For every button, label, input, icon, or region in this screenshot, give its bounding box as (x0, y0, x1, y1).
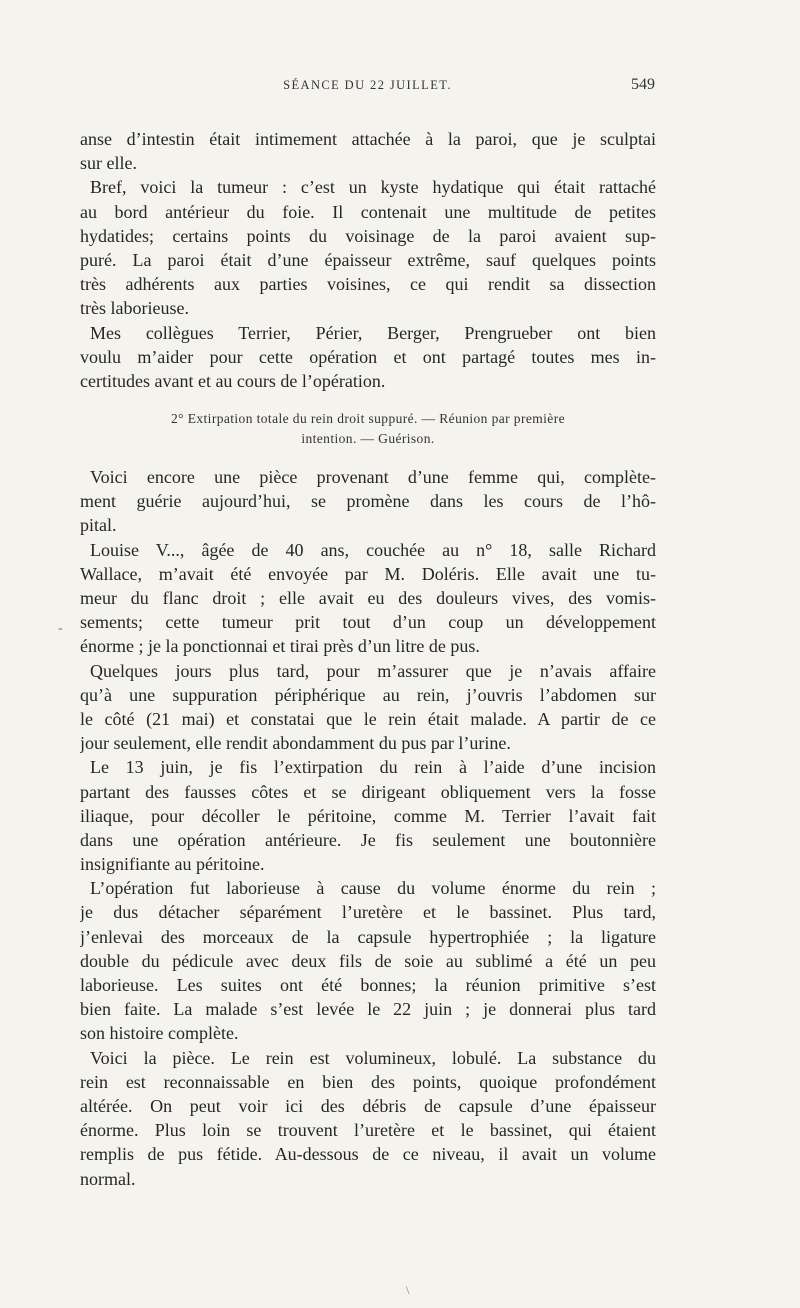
text-line: Quelques jours plus tard, pour m’assurer que je n’avais affaire (90, 660, 656, 681)
text-line: au bord antérieur du foie. Il contenait une multitude de petites (80, 201, 656, 222)
text-line: son histoire complète. (80, 1023, 239, 1044)
text-line: le côté (21 mai) et constatai que le rein était malade. A partir de ce (80, 708, 656, 729)
text-line: pital. (80, 515, 117, 536)
page-number: 549 (631, 76, 655, 93)
text-line: laborieuse. Les suites ont été bonnes; la réunion primitive s’est (80, 975, 656, 995)
text-line: Le 13 juin, je fis l’extirpation du rein à l’aide d’une incision (90, 757, 656, 778)
paragraph-5 (80, 538, 656, 659)
section-heading-line: 2° Extirpation totale du rein droit suppuré. — Réunion par première (171, 411, 565, 427)
text-line: Bref, voici la tumeur : c’est un kyste hydatique qui était rattaché (90, 177, 656, 198)
text-line: remplis de pus fétide. Au-dessous de ce niveau, il avait un volume (80, 1144, 656, 1165)
text-line: très laborieuse. (80, 298, 189, 319)
text-line: meur du flanc droit ; elle avait eu des douleurs vives, des vomis- (80, 588, 656, 608)
text-line: puré. La paroi était d’une épaisseur extrême, sauf quelques points (80, 249, 656, 270)
text-line: ment guérie aujourd’hui, se promène dans les cours de l’hô- (80, 491, 656, 512)
running-title: SÉANCE DU 22 JUILLET. (283, 78, 452, 92)
text-line: double du pédicule avec deux fils de soie au sublimé a été un peu (80, 950, 656, 971)
text-line: iliaque, pour décoller le péritoine, comme M. Terrier l’avait fait (80, 805, 656, 826)
text-line: normal. (80, 1168, 136, 1189)
text-line: dans une opération antérieure. Je fis seulement une boutonnière (80, 829, 656, 850)
paragraph-7 (80, 755, 656, 876)
text-line: sements; cette tumeur prit tout d’un coup un développement (80, 612, 656, 633)
text-line: certitudes avant et au cours de l’opération. (80, 370, 386, 391)
text-line: j’enlevai des morceaux de la capsule hypertrophiée ; la ligature (80, 926, 656, 947)
bottom-mark: \ (406, 1283, 410, 1297)
text-line: très adhérents aux parties voisines, ce qui rendit sa dissection (80, 274, 656, 295)
text-line: Voici la pièce. Le rein est volumineux, lobulé. La substance du (90, 1047, 656, 1068)
text-line: sur elle. (80, 153, 137, 174)
text-line: L’opération fut laborieuse à cause du volume énorme du rein ; (90, 878, 656, 899)
text-line: rein est reconnaissable en bien des points, quoique profondément (80, 1071, 656, 1092)
text-line: qu’à une suppuration périphérique au rein, j’ouvris l’abdomen sur (80, 684, 656, 705)
text-line: anse d’intestin était intimement attachée à la paroi, que je sculptai (80, 129, 656, 149)
paragraph-2 (80, 175, 656, 320)
text-line: Mes collègues Terrier, Périer, Berger, Prengrueber ont bien (90, 322, 656, 343)
text-line: énorme ; je la ponctionnai et tirai près d’un litre de pus. (80, 636, 480, 657)
paragraph-4 (80, 465, 656, 538)
margin-mark: - (58, 621, 63, 636)
paragraph-1 (80, 127, 656, 175)
text-line: insignifiante au péritoine. (80, 854, 265, 875)
paragraph-3 (80, 321, 656, 394)
text-line: énorme. Plus loin se trouvent l’uretère et le bassinet, qui étaient (80, 1120, 656, 1141)
body-text (80, 127, 656, 1191)
text-line: voulu m’aider pour cette opération et ont partagé toutes mes in- (80, 346, 656, 367)
paragraph-8 (80, 876, 656, 1045)
text-line: hydatides; certains points du voisinage de la paroi avaient sup- (80, 225, 656, 246)
paragraph-9 (80, 1046, 656, 1191)
running-head (80, 78, 655, 100)
text-line: Louise V..., âgée de 40 ans, couchée au n° 18, salle Richard (90, 539, 656, 560)
text-line: Voici encore une pièce provenant d’une femme qui, complète- (90, 467, 656, 488)
text-line: bien faite. La malade s’est levée le 22 juin ; je donnerai plus tard (80, 999, 656, 1020)
text-line: partant des fausses côtes et se dirigeant obliquement vers la fosse (80, 781, 656, 802)
text-line: je dus détacher séparément l’uretère et le bassinet. Plus tard, (80, 902, 656, 923)
text-line: jour seulement, elle rendit abondamment du pus par l’urine. (80, 733, 511, 754)
paragraph-6 (80, 659, 656, 756)
section-heading (80, 409, 656, 449)
text-line: altérée. On peut voir ici des débris de capsule d’une épaisseur (80, 1095, 656, 1116)
section-heading-line: intention. — Guérison. (301, 431, 435, 447)
text-line: Wallace, m’avait été envoyée par M. Doléris. Elle avait une tu- (80, 563, 656, 584)
